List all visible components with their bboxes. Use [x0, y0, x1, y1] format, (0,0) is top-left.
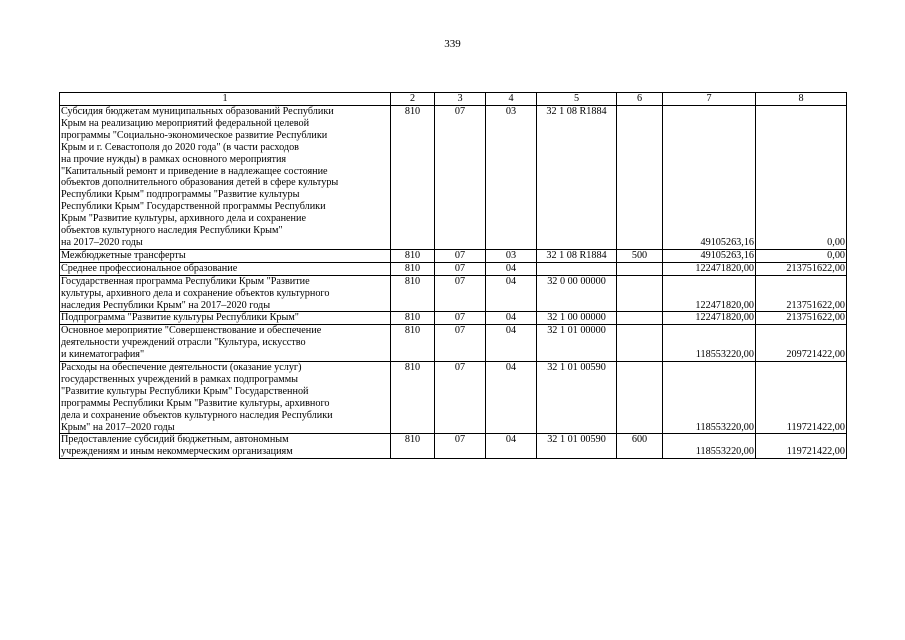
target-article-text: 32 1 08 R1884 [546, 249, 607, 261]
ministry-code-cell [391, 249, 435, 262]
ministry-code-cell [391, 106, 435, 250]
subsection-code-cell [486, 325, 537, 362]
description-text: Подпрограмма "Развитие культуры Республики Крым" [61, 312, 299, 324]
amount-col7-cell [663, 262, 756, 275]
subsection-code-cell [486, 262, 537, 275]
section-code-cell [435, 249, 486, 262]
section-code-cell [435, 106, 486, 250]
table-row [60, 106, 847, 250]
subsection-code-text: 03 [505, 106, 517, 117]
ministry-code-cell [391, 275, 435, 312]
description-cell [60, 106, 391, 250]
amount-col8-text: 213751622,00 [786, 312, 845, 324]
amount-col7-cell [663, 275, 756, 312]
amount-col8-text: 0,00 [827, 236, 845, 248]
ministry-code-cell [391, 312, 435, 325]
ministry-code-text: 810 [404, 312, 421, 324]
section-code-text: 07 [454, 312, 466, 324]
target-article-text: 32 1 00 00000 [547, 312, 606, 324]
page-number: 339 [444, 38, 461, 50]
table-row [60, 312, 847, 325]
description-text: Государственная программа Республики Крым "Развитие культуры, архивного дела и сохранение объектов культурного наследия Республики Крым" на 2017–2020 годы [61, 275, 330, 311]
expense-type-cell [617, 362, 663, 434]
header-cell-1: 1 [60, 93, 391, 106]
amount-col7-text: 122471820,00 [695, 299, 754, 311]
amount-col8-text: 213751622,00 [786, 299, 845, 311]
section-code-cell [435, 362, 486, 434]
expense-type-text: 500 [631, 249, 648, 261]
subsection-code-text: 04 [505, 262, 517, 274]
amount-col8-cell [756, 262, 847, 275]
expense-type-cell [617, 249, 663, 262]
description-cell [60, 362, 391, 434]
subsection-code-cell [486, 106, 537, 250]
target-article-text: 32 1 01 00000 [547, 325, 606, 337]
amount-col8-text: 209721422,00 [786, 349, 845, 361]
subsection-code-cell [486, 434, 537, 459]
description-cell [60, 325, 391, 362]
header-row [60, 93, 847, 106]
header-cell-7: 7 [663, 93, 756, 106]
subsection-code-cell [486, 312, 537, 325]
description-cell [60, 434, 391, 459]
expense-type-cell [617, 106, 663, 250]
section-code-text: 07 [454, 249, 466, 261]
amount-col8-text: 119721422,00 [786, 446, 845, 458]
subsection-code-cell [486, 249, 537, 262]
ministry-code-text: 810 [404, 434, 421, 446]
ministry-code-text: 810 [404, 275, 421, 287]
description-text: Основное мероприятие "Совершенствование и обеспечение деятельности учреждений отрасли "Культура, искусство и кинематография" [61, 325, 322, 361]
target-article-text: 32 1 01 00590 [547, 362, 606, 374]
amount-col7-cell [663, 362, 756, 434]
amount-col7-text: 122471820,00 [695, 312, 754, 324]
amount-col8-cell [756, 106, 847, 250]
target-article-text: 32 1 08 R1884 [546, 106, 607, 117]
amount-col7-cell [663, 434, 756, 459]
section-code-cell [435, 325, 486, 362]
section-code-cell [435, 262, 486, 275]
amount-col7-cell [663, 106, 756, 250]
expense-type-cell [617, 262, 663, 275]
ministry-code-text: 810 [404, 249, 421, 261]
table-row [60, 275, 847, 312]
amount-col8-text: 119721422,00 [786, 421, 845, 433]
section-code-cell [435, 434, 486, 459]
description-text: Субсидия бюджетам муниципальных образований Республики Крым на реализацию мероприятий федеральной целевой программы "Социально-экономическое развитие Республики Крым и г. Севастополя до 2020 года" (в части расходов на прочие нужды) в рамках основного мероприятия "Капитальный ремонт и приведение в надлежащее состояние объектов дополнительного образования детей в сфере культуры Республики Крым" подпрограммы "Развитие культуры Республики Крым" Государственной программы Республики Крым "Развитие культуры, архивного дела и сохранение объектов культурного наследия Республики Крым" на 2017–2020 годы [61, 106, 339, 248]
section-code-text: 07 [454, 325, 466, 337]
amount-col7-cell [663, 249, 756, 262]
subsection-code-text: 04 [505, 434, 517, 446]
subsection-code-text: 04 [505, 312, 517, 324]
ministry-code-cell [391, 262, 435, 275]
target-article-cell [537, 106, 617, 250]
expense-type-cell [617, 325, 663, 362]
description-cell [60, 275, 391, 312]
description-text: Среднее профессиональное образование [61, 262, 238, 274]
ministry-code-text: 810 [404, 262, 421, 274]
ministry-code-text: 810 [404, 106, 421, 117]
amount-col8-cell [756, 312, 847, 325]
description-text: Расходы на обеспечение деятельности (оказание услуг) государственных учреждений в рамках подпрограммы "Развитие культуры Республики Крым" Государственной программы Республики Крым "Развитие культуры, архивного дела и сохранение объектов культурного наследия Республики Крым" на 2017–2020 годы [61, 362, 333, 433]
header-cell-2: 2 [391, 93, 435, 106]
section-code-text: 07 [454, 262, 466, 274]
expense-type-cell [617, 275, 663, 312]
target-article-cell [537, 325, 617, 362]
amount-col7-text: 118553220,00 [695, 446, 754, 458]
amount-col8-text: 0,00 [827, 249, 845, 261]
section-code-text: 07 [454, 434, 466, 446]
amount-col8-cell [756, 325, 847, 362]
amount-col7-text: 49105263,16 [700, 236, 754, 248]
amount-col8-text: 213751622,00 [786, 262, 845, 274]
ministry-code-cell [391, 325, 435, 362]
subsection-code-cell [486, 275, 537, 312]
section-code-text: 07 [454, 106, 466, 117]
target-article-cell [537, 312, 617, 325]
expense-type-cell [617, 434, 663, 459]
description-cell [60, 249, 391, 262]
subsection-code-text: 04 [505, 362, 517, 374]
section-code-text: 07 [454, 362, 466, 374]
target-article-text: 32 0 00 00000 [547, 275, 606, 287]
target-article-cell [537, 362, 617, 434]
table-row [60, 262, 847, 275]
table-row [60, 249, 847, 262]
subsection-code-text: 03 [505, 249, 517, 261]
subsection-code-cell [486, 362, 537, 434]
table-row [60, 325, 847, 362]
subsection-code-text: 04 [505, 275, 517, 287]
ministry-code-cell [391, 434, 435, 459]
expense-type-cell [617, 312, 663, 325]
target-article-cell [537, 249, 617, 262]
header-cell-8: 8 [756, 93, 847, 106]
ministry-code-text: 810 [404, 325, 421, 337]
amount-col7-cell [663, 312, 756, 325]
table-row [60, 434, 847, 459]
description-cell [60, 312, 391, 325]
amount-col8-cell [756, 249, 847, 262]
description-text: Межбюджетные трансферты [61, 249, 186, 261]
amount-col7-text: 118553220,00 [695, 421, 754, 433]
amount-col8-cell [756, 434, 847, 459]
amount-col7-cell [663, 325, 756, 362]
target-article-cell [537, 434, 617, 459]
amount-col8-cell [756, 362, 847, 434]
table-body [60, 93, 847, 459]
target-article-cell [537, 275, 617, 312]
header-cell-3: 3 [435, 93, 486, 106]
header-cell-4: 4 [486, 93, 537, 106]
ministry-code-text: 810 [404, 362, 421, 374]
target-article-text: 32 1 01 00590 [547, 434, 606, 446]
target-article-cell [537, 262, 617, 275]
section-code-cell [435, 312, 486, 325]
description-cell [60, 262, 391, 275]
section-code-cell [435, 275, 486, 312]
amount-col7-text: 49105263,16 [700, 249, 754, 261]
subsection-code-text: 04 [505, 325, 517, 337]
amount-col7-text: 118553220,00 [695, 349, 754, 361]
section-code-text: 07 [454, 275, 466, 287]
budget-table [59, 92, 847, 459]
table-row [60, 362, 847, 434]
header-cell-5: 5 [537, 93, 617, 106]
description-text: Предоставление субсидий бюджетным, автономным учреждениям и иным некоммерческим организациям [61, 434, 293, 458]
amount-col8-cell [756, 275, 847, 312]
amount-col7-text: 122471820,00 [695, 262, 754, 274]
expense-type-text: 600 [631, 434, 648, 446]
ministry-code-cell [391, 362, 435, 434]
header-cell-6: 6 [617, 93, 663, 106]
